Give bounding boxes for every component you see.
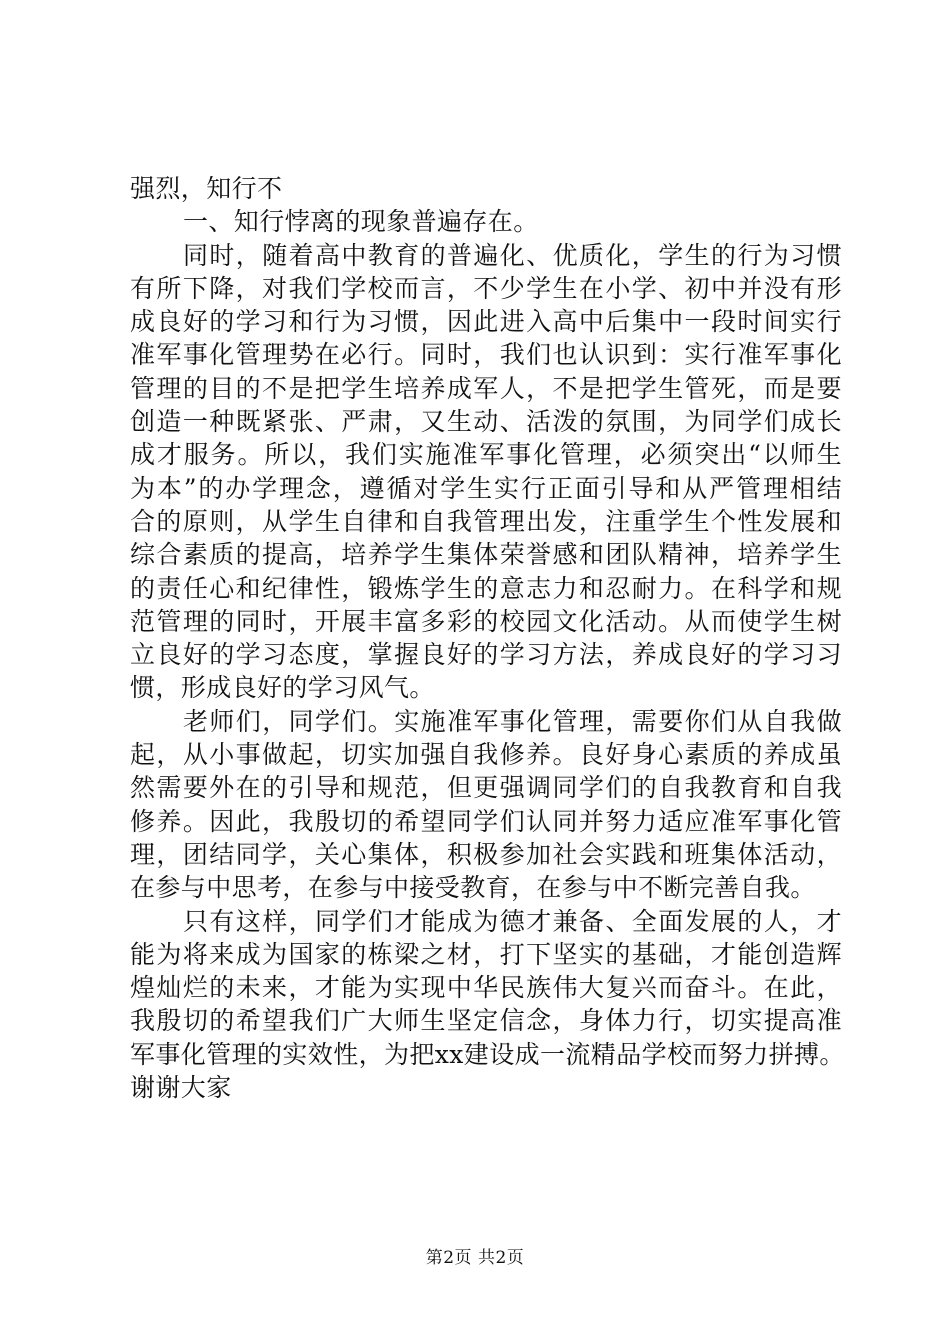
text-line: 成才服务。所以，我们实施准军事化管理，必须突出“以师生 xyxy=(130,440,842,470)
text-line: 成良好的学习和行为习惯，因此进入高中后集中一段时间实行 xyxy=(130,307,842,337)
text-line: 我殷切的希望我们广大师生坚定信念，身体力行，切实提高准 xyxy=(130,1006,842,1036)
text-line: 综合素质的提高，培养学生集体荣誉感和团队精神，培养学生 xyxy=(130,540,842,570)
text-line: 合的原则，从学生自律和自我管理出发，注重学生个性发展和 xyxy=(130,506,842,536)
text-line: 然需要外在的引导和规范，但更强调同学们的自我教育和自我 xyxy=(130,773,842,803)
page-footer: 第2页 共2页 xyxy=(425,1248,525,1268)
text-line: 一、知行悖离的现象普遍存在。 xyxy=(183,207,539,237)
text-line: 在参与中思考，在参与中接受教育，在参与中不断完善自我。 xyxy=(130,873,816,903)
text-line: 老师们，同学们。实施准军事化管理，需要你们从自我做 xyxy=(183,706,842,736)
text-line: 范管理的同时，开展丰富多彩的校园文化活动。从而使学生树 xyxy=(130,606,842,636)
text-line: 立良好的学习态度，掌握良好的学习方法，养成良好的学习习 xyxy=(130,640,842,670)
text-line: 修养。因此，我殷切的希望同学们认同并努力适应准军事化管 xyxy=(130,806,842,836)
text-line: 同时，随着高中教育的普遍化、优质化，学生的行为习惯 xyxy=(183,240,842,270)
text-line: 强烈，知行不 xyxy=(130,174,283,203)
text-line: 理，团结同学，关心集体，积极参加社会实践和班集体活动， xyxy=(130,839,842,869)
text-line: 谢谢大家 xyxy=(130,1073,232,1103)
text-line: 惯，形成良好的学习风气。 xyxy=(130,673,435,703)
text-line: 煌灿烂的未来，才能为实现中华民族伟大复兴而奋斗。在此， xyxy=(130,973,842,1003)
text-line: 军事化管理的实效性，为把xx建设成一流精品学校而努力拼搏。 xyxy=(130,1039,845,1069)
text-line: 准军事化管理势在必行。同时，我们也认识到：实行准军事化 xyxy=(130,340,842,370)
text-line: 管理的目的不是把学生培养成军人，不是把学生管死，而是要 xyxy=(130,373,842,403)
text-line: 能为将来成为国家的栋梁之材，打下坚实的基础，才能创造辉 xyxy=(130,939,842,969)
document-body xyxy=(130,172,845,1104)
text-line: 只有这样，同学们才能成为德才兼备、全面发展的人，才 xyxy=(183,906,842,936)
text-line: 的责任心和纪律性，锻炼学生的意志力和忍耐力。在科学和规 xyxy=(130,573,842,603)
text-line: 创造一种既紧张、严肃，又生动、活泼的氛围，为同学们成长 xyxy=(130,407,842,437)
text-line: 起，从小事做起，切实加强自我修养。良好身心素质的养成虽 xyxy=(130,740,842,770)
text-line: 有所下降，对我们学校而言，不少学生在小学、初中并没有形 xyxy=(130,273,842,303)
text-line: 为本”的办学理念，遵循对学生实行正面引导和从严管理相结 xyxy=(130,473,842,503)
